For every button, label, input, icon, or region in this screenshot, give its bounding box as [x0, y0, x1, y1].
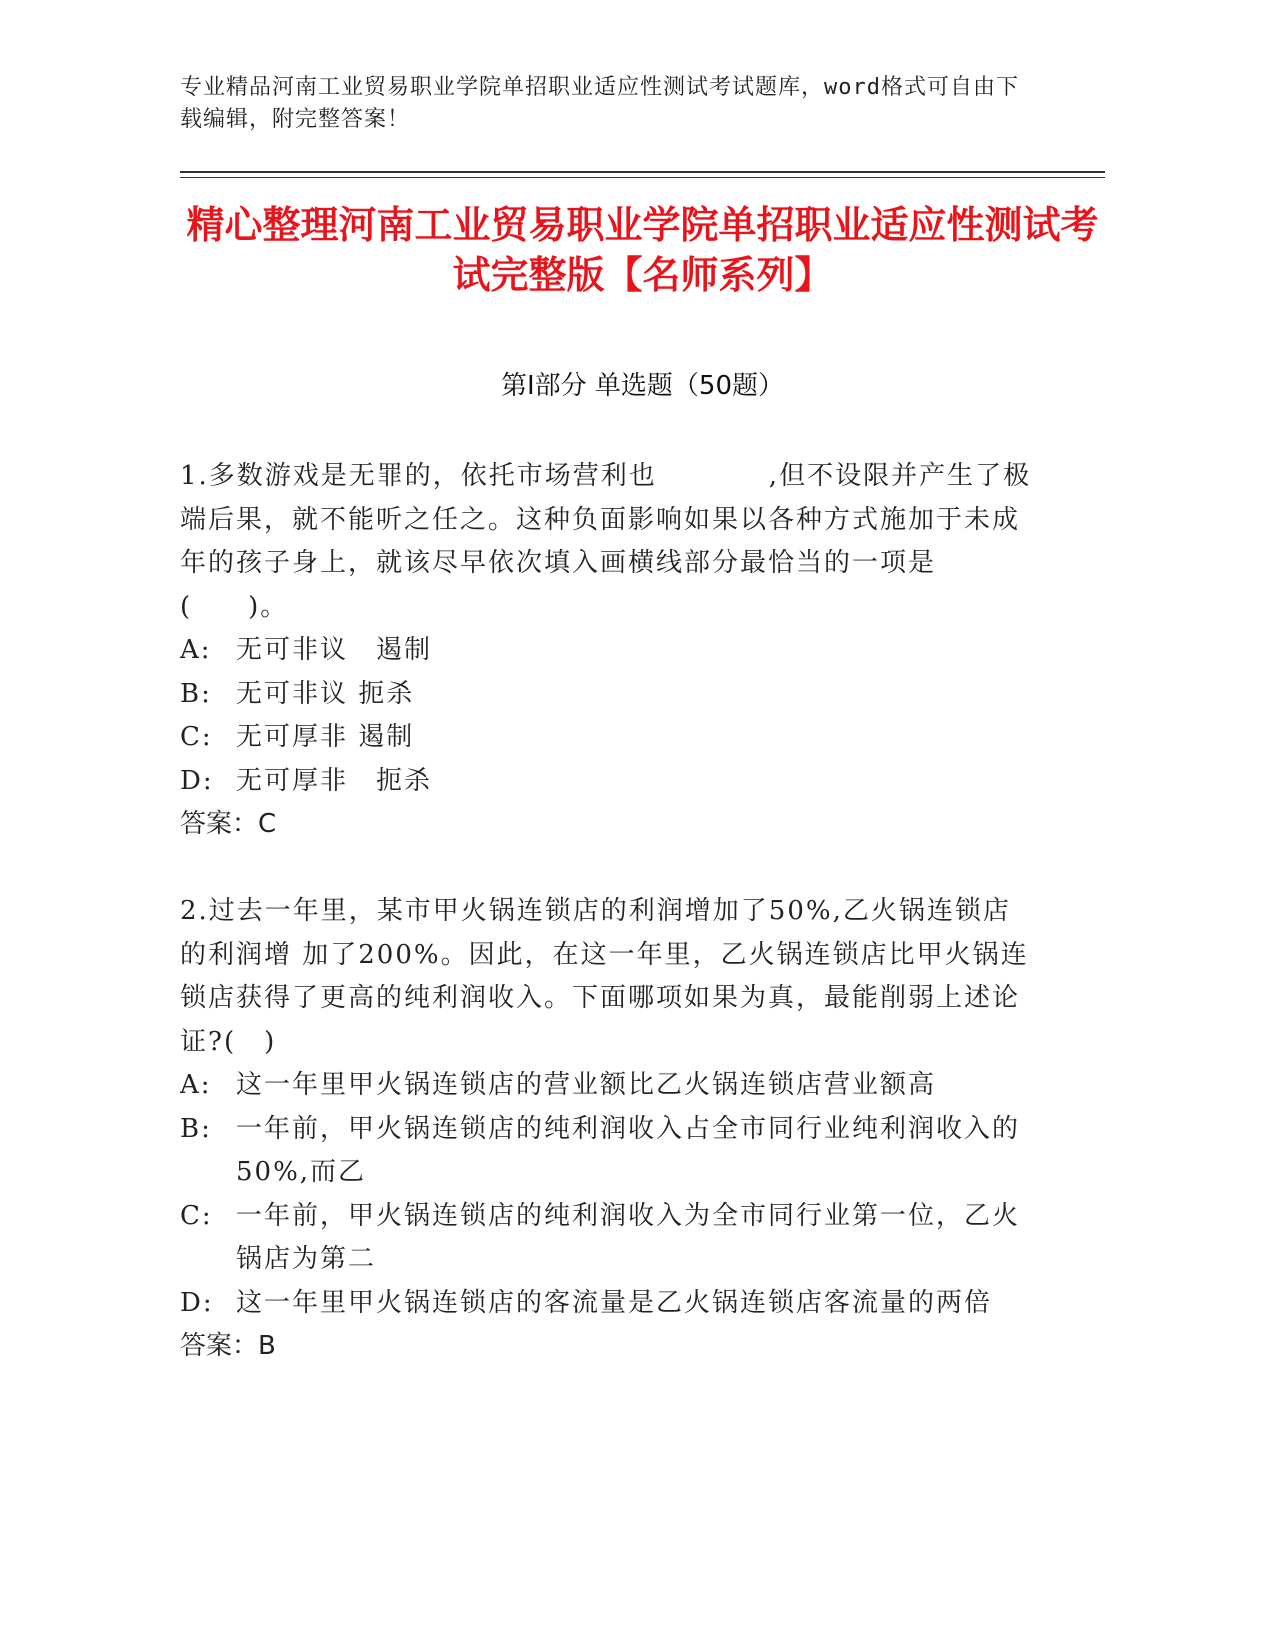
option-text: 这一年里甲火锅连锁店的客流量是乙火锅连锁店客流量的两倍 [236, 1287, 993, 1318]
answer-label: 答案： [180, 809, 259, 839]
option-a [180, 629, 1035, 673]
option-d [180, 1282, 1035, 1326]
option-d [180, 760, 1035, 804]
option-key: D: [180, 1287, 214, 1318]
option-key: C: [180, 722, 213, 752]
option-key: B: [180, 678, 212, 709]
option-key: A: [180, 635, 212, 665]
option-text: 无可非议 扼杀 [236, 678, 415, 709]
option-key: D: [180, 765, 214, 796]
option-text: 一年前，甲火锅连锁店的纯利润收入占全市同行业纯利润收入的50%,而乙 [236, 1113, 1021, 1187]
question-2 [180, 890, 1035, 1369]
option-a [180, 1064, 1035, 1108]
answer-line [180, 803, 1035, 847]
header-rule-thick [180, 171, 1105, 173]
option-c [180, 716, 1035, 760]
header-rule-thin [180, 177, 1105, 178]
header-note: 专业精品河南工业贸易职业学院单招职业适应性测试考试题库，word格式可自由下载编辑，附完整答案！ [180, 75, 1019, 132]
option-b [180, 1108, 1035, 1195]
document-title: 精心整理河南工业贸易职业学院单招职业适应性测试考试完整版【名师系列】 [186, 203, 1099, 297]
section-title: 第Ⅰ部分 单选题（50题） [500, 371, 785, 401]
answer-label: 答案： [180, 1331, 259, 1361]
option-key: B: [180, 1113, 212, 1144]
answer-line [180, 1325, 1035, 1369]
option-b [180, 673, 1035, 717]
answer-value: B [258, 1331, 276, 1361]
option-text: 一年前，甲火锅连锁店的纯利润收入为全市同行业第一位，乙火锅店为第二 [236, 1200, 1021, 1274]
option-key: A: [180, 1070, 212, 1100]
option-text: 无可厚非 扼杀 [236, 765, 433, 796]
question-stem: 1.多数游戏是无罪的，依托市场营利也 ,但不设限并产生了极端后果，就不能听之任之。这种负面影响如果以各种方式施加于未成年的孩子身上，就该尽早依次填入画横线部分最恰当的一项是( )。 [180, 461, 1032, 622]
option-c [180, 1195, 1035, 1282]
option-text: 这一年里甲火锅连锁店的营业额比乙火锅连锁店营业额高 [236, 1070, 937, 1100]
option-key: C: [180, 1200, 213, 1231]
question-stem: 2.过去一年里，某市甲火锅连锁店的利润增加了50%,乙火锅连锁店的利润增 加了200%。因此，在这一年里，乙火锅连锁店比甲火锅连锁店获得了更高的纯利润收入。下面哪项如果为真，最能削弱上述论证?( ) [180, 896, 1029, 1057]
option-text: 无可非议 遏制 [236, 635, 433, 665]
question-1 [180, 455, 1035, 847]
answer-value: C [258, 809, 277, 839]
option-text: 无可厚非 遏制 [236, 722, 415, 752]
